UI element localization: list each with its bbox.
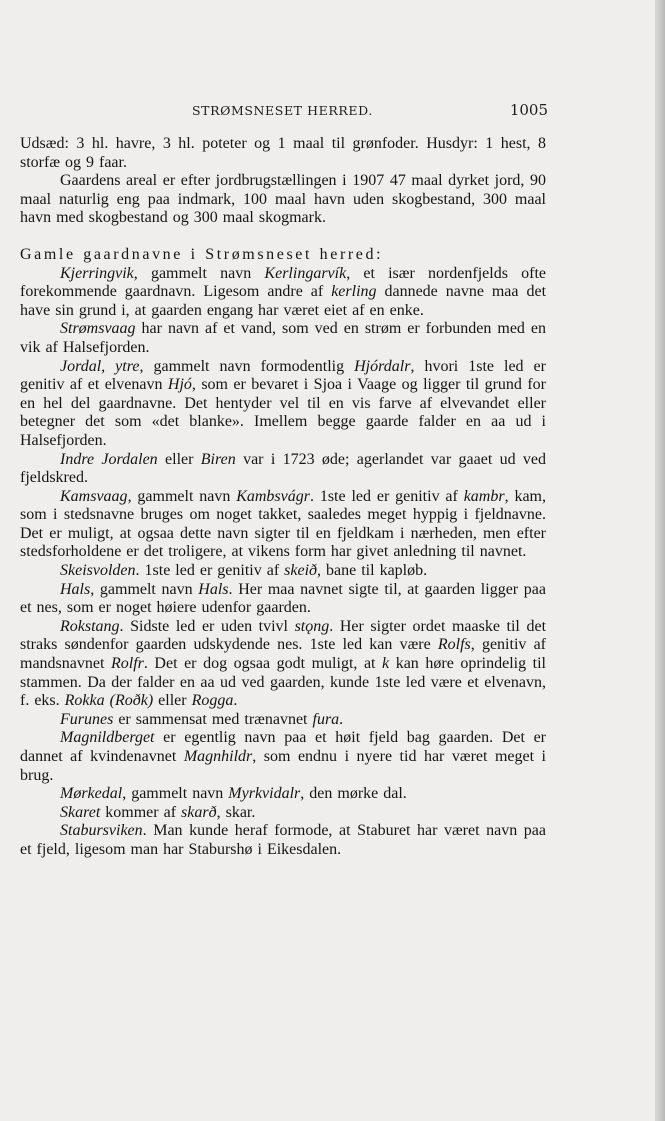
page-header [20, 101, 548, 123]
entry-morkedal: Mørkedal, gammelt navn Myrkvidalr, den mørke dal. [60, 785, 407, 803]
entry-name: Magnildberget [60, 729, 155, 747]
entry-jordal: Jordal, ytre, gammelt navn formodentlig Hjórdalr, hvori 1ste led er genitiv af et elvenavn Hjó, som er bevaret i Sjoa i Vaage og ligger til grund for en hel del gaardnavne. Det hentyder vel til en vis farve af elvevandet eller betegner det som «det blanke». Imellem begge gaarde falder en aa ud i Halsefjorden. [20, 357, 546, 449]
page-number: 1005 [509, 101, 548, 119]
entry-hals: Hals, gammelt navn Hals. Her maa navnet sigte til, at gaarden ligger paa et nes, som er noget høiere udenfor gaarden. [20, 580, 546, 617]
entry-skaret: Skaret kommer af skarð, skar. [60, 803, 256, 821]
entry-rokstang: Rokstang. Sidste led er uden tvivl stǫng. Her sigter ordet maaske til det straks søndenfor gaarden udskydende nes. 1ste led kan være Rolfs, genitiv af mandsnavnet Rolfr. Det er dog ogsaa godt muligt, at k kan høre oprindelig til stammen. Da der falder en aa ud ved gaarden, kunde 1ste led være et elvenavn, f. eks. Rokka (Roðk) eller Rogga. [20, 617, 547, 710]
entry-name: Kamsvaag [60, 487, 128, 505]
entry-kjerringvik: Kjerringvik, gammelt navn Kerlingarvík, et især nordenfjelds ofte forekommende gaardnavn. Ligesom andre af kerling dannede navne maa det have sin grund i, at gaarden engang har været eiet af en enke. [20, 264, 547, 319]
entry-name: Mørkedal [60, 785, 123, 803]
paragraph-farm-area: Gaardens areal er efter jordbrugstællingen i 1907 47 maal dyrket jord, 90 maal naturlig eng paa indmark, 100 maal havn uden skogbestand, 300 maal havn med skogbestand og 300 maal skogmark. [20, 172, 546, 227]
spacer [20, 228, 546, 246]
entry-indre-jordalen: Indre Jordalen eller Biren var i 1723 øde; agerlandet var gaaet ud ved fjeldskred. [20, 450, 547, 487]
entry-name: Kjerringvik [60, 264, 134, 282]
entry-name: Skaret [60, 803, 101, 821]
page-edge-shadow [655, 0, 665, 1121]
entry-name: Indre Jordalen [60, 450, 158, 468]
paragraph-seed-livestock: Udsæd: 3 hl. havre, 3 hl. poteter og 1 maal til grønfoder. Husdyr: 1 hest, 8 storfæ og 9 faar. [20, 135, 546, 171]
entry-name: Hals [60, 580, 91, 598]
entry-name: Furunes [60, 710, 114, 728]
page-body [20, 135, 546, 860]
running-head: STRØMSNESET HERRED. [192, 103, 373, 118]
entry-stromsvaag: Strømsvaag har navn af et vand, som ved en strøm er forbunden med en vik af Halsefjorden. [20, 320, 546, 356]
entry-name: Rokstang [60, 617, 120, 635]
entry-name: Stabursviken [60, 822, 143, 840]
entry-name: Skeisvolden [60, 562, 136, 580]
entry-kamsvaag: Kamsvaag, gammelt navn Kambsvágr. 1ste led er genitiv af kambr, kam, som i stedsnavne bruges om noget takket, saaledes meget hyppig i fjeldnavne. Det er muligt, at ogsaa dette navn sigter til en fjeldkam i nærheden, men efter stedsforholdene er det troligere, at vikens form har givet anledning til navnet. [20, 487, 546, 561]
entry-name: Jordal, ytre [60, 357, 140, 375]
entry-stabursviken: Stabursviken. Man kunde heraf formode, at Staburet har været navn paa et fjeld, ligesom man har Staburshø i Eikesdalen. [20, 822, 546, 858]
entry-furunes: Furunes er sammensat med trænavnet fura. [60, 710, 344, 728]
entry-skeisvolden: Skeisvolden. 1ste led er genitiv af skeið, bane til kapløb. [60, 562, 428, 580]
entry-magnildberget: Magnildberget er egentlig navn paa et høit fjeld bag gaarden. Det er dannet af kvindenavnet Magnhildr, som endnu i nyere tid har været meget i brug. [20, 729, 547, 784]
entry-name: Strømsvaag [60, 320, 136, 338]
section-heading: Gamle gaardnavne i Strømsneset herred: [20, 245, 384, 263]
